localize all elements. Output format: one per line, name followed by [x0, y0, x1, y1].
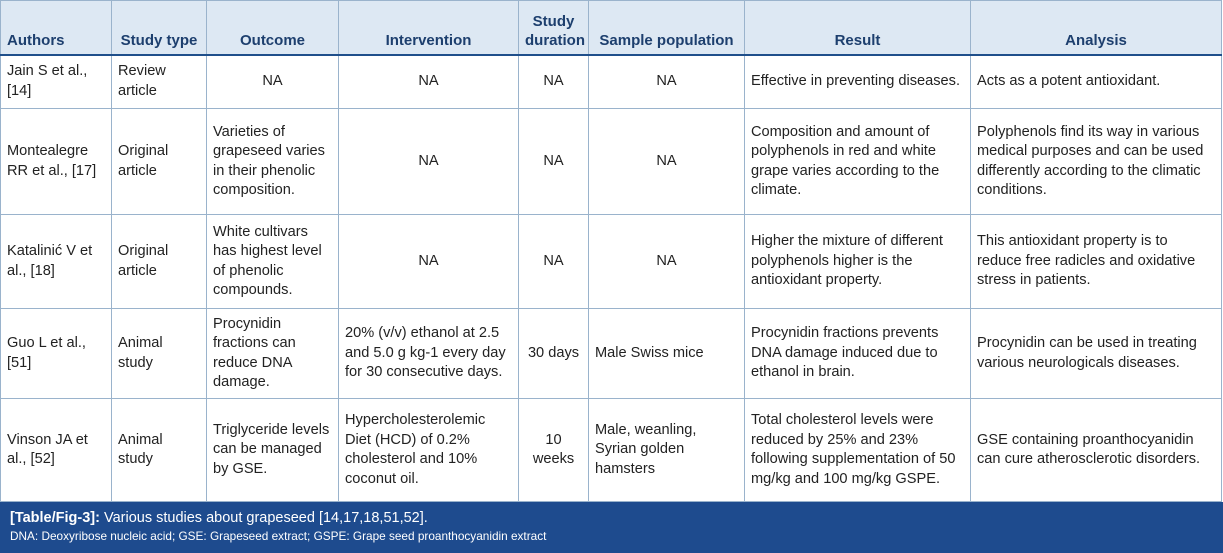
- cell-duration: NA: [519, 109, 589, 215]
- table-caption: [0, 502, 1223, 553]
- caption-title: [10, 508, 1213, 528]
- cell-outcome: Triglyceride levels can be managed by GSE.: [207, 399, 339, 502]
- table-row: [1, 309, 1222, 399]
- cell-intervention: Hypercholesterolemic Diet (HCD) of 0.2% cholesterol and 10% coconut oil.: [339, 399, 519, 502]
- cell-result: Effective in preventing diseases.: [745, 55, 971, 109]
- header-outcome: Outcome: [207, 1, 339, 55]
- cell-authors: Katalinić V et al., [18]: [1, 215, 112, 309]
- header-study-duration: Study duration: [519, 1, 589, 55]
- header-sample-population: Sample population: [589, 1, 745, 55]
- cell-duration: NA: [519, 215, 589, 309]
- table-row: [1, 55, 1222, 109]
- cell-population: Male Swiss mice: [589, 309, 745, 399]
- cell-population: Male, weanling, Syrian golden hamsters: [589, 399, 745, 502]
- cell-outcome: Varieties of grapeseed varies in their phenolic composition.: [207, 109, 339, 215]
- cell-intervention: NA: [339, 109, 519, 215]
- cell-analysis: GSE containing proanthocyanidin can cure atherosclerotic disorders.: [971, 399, 1222, 502]
- header-row: [1, 1, 1222, 55]
- header-authors: Authors: [1, 1, 112, 55]
- cell-authors: Vinson JA et al., [52]: [1, 399, 112, 502]
- cell-intervention: NA: [339, 55, 519, 109]
- cell-authors: Montealegre RR et al., [17]: [1, 109, 112, 215]
- cell-duration: 10 weeks: [519, 399, 589, 502]
- cell-study-type: Animal study: [112, 309, 207, 399]
- cell-intervention: NA: [339, 215, 519, 309]
- cell-population: NA: [589, 109, 745, 215]
- cell-authors: Jain S et al., [14]: [1, 55, 112, 109]
- cell-study-type: Original article: [112, 215, 207, 309]
- cell-study-type: Animal study: [112, 399, 207, 502]
- cell-analysis: Acts as a potent antioxidant.: [971, 55, 1222, 109]
- cell-result: Procynidin fractions prevents DNA damage induced due to ethanol in brain.: [745, 309, 971, 399]
- caption-footnote: DNA: Deoxyribose nucleic acid; GSE: Grapeseed extract; GSPE: Grape seed proanthocyanidin extract: [10, 529, 547, 543]
- cell-outcome: Procynidin fractions can reduce DNA damage.: [207, 309, 339, 399]
- cell-analysis: Procynidin can be used in treating various neurologicals diseases.: [971, 309, 1222, 399]
- cell-duration: 30 days: [519, 309, 589, 399]
- header-analysis: Analysis: [971, 1, 1222, 55]
- cell-study-type: Original article: [112, 109, 207, 215]
- cell-result: Total cholesterol levels were reduced by 25% and 23% following supplementation of 50 mg/kg and 100 mg/kg GSPE.: [745, 399, 971, 502]
- cell-outcome: White cultivars has highest level of phenolic compounds.: [207, 215, 339, 309]
- caption-label: [Table/Fig-3]:: [10, 510, 100, 526]
- header-study-type: Study type: [112, 1, 207, 55]
- table-row: [1, 215, 1222, 309]
- cell-result: Composition and amount of polyphenols in red and white grape varies according to the climate.: [745, 109, 971, 215]
- caption-text: Various studies about grapeseed [14,17,18,51,52].: [103, 510, 428, 526]
- cell-population: NA: [589, 215, 745, 309]
- table-row: [1, 399, 1222, 502]
- cell-outcome: NA: [207, 55, 339, 109]
- cell-intervention: 20% (v/v) ethanol at 2.5 and 5.0 g kg-1 every day for 30 consecutive days.: [339, 309, 519, 399]
- header-intervention: Intervention: [339, 1, 519, 55]
- cell-analysis: This antioxidant property is to reduce free radicles and oxidative stress in patients.: [971, 215, 1222, 309]
- header-result: Result: [745, 1, 971, 55]
- cell-duration: NA: [519, 55, 589, 109]
- cell-study-type: Review article: [112, 55, 207, 109]
- cell-analysis: Polyphenols find its way in various medical purposes and can be used differently according to the climatic conditions.: [971, 109, 1222, 215]
- table-row: [1, 109, 1222, 215]
- cell-population: NA: [589, 55, 745, 109]
- cell-result: Higher the mixture of different polyphenols higher is the antioxidant property.: [745, 215, 971, 309]
- cell-authors: Guo L et al., [51]: [1, 309, 112, 399]
